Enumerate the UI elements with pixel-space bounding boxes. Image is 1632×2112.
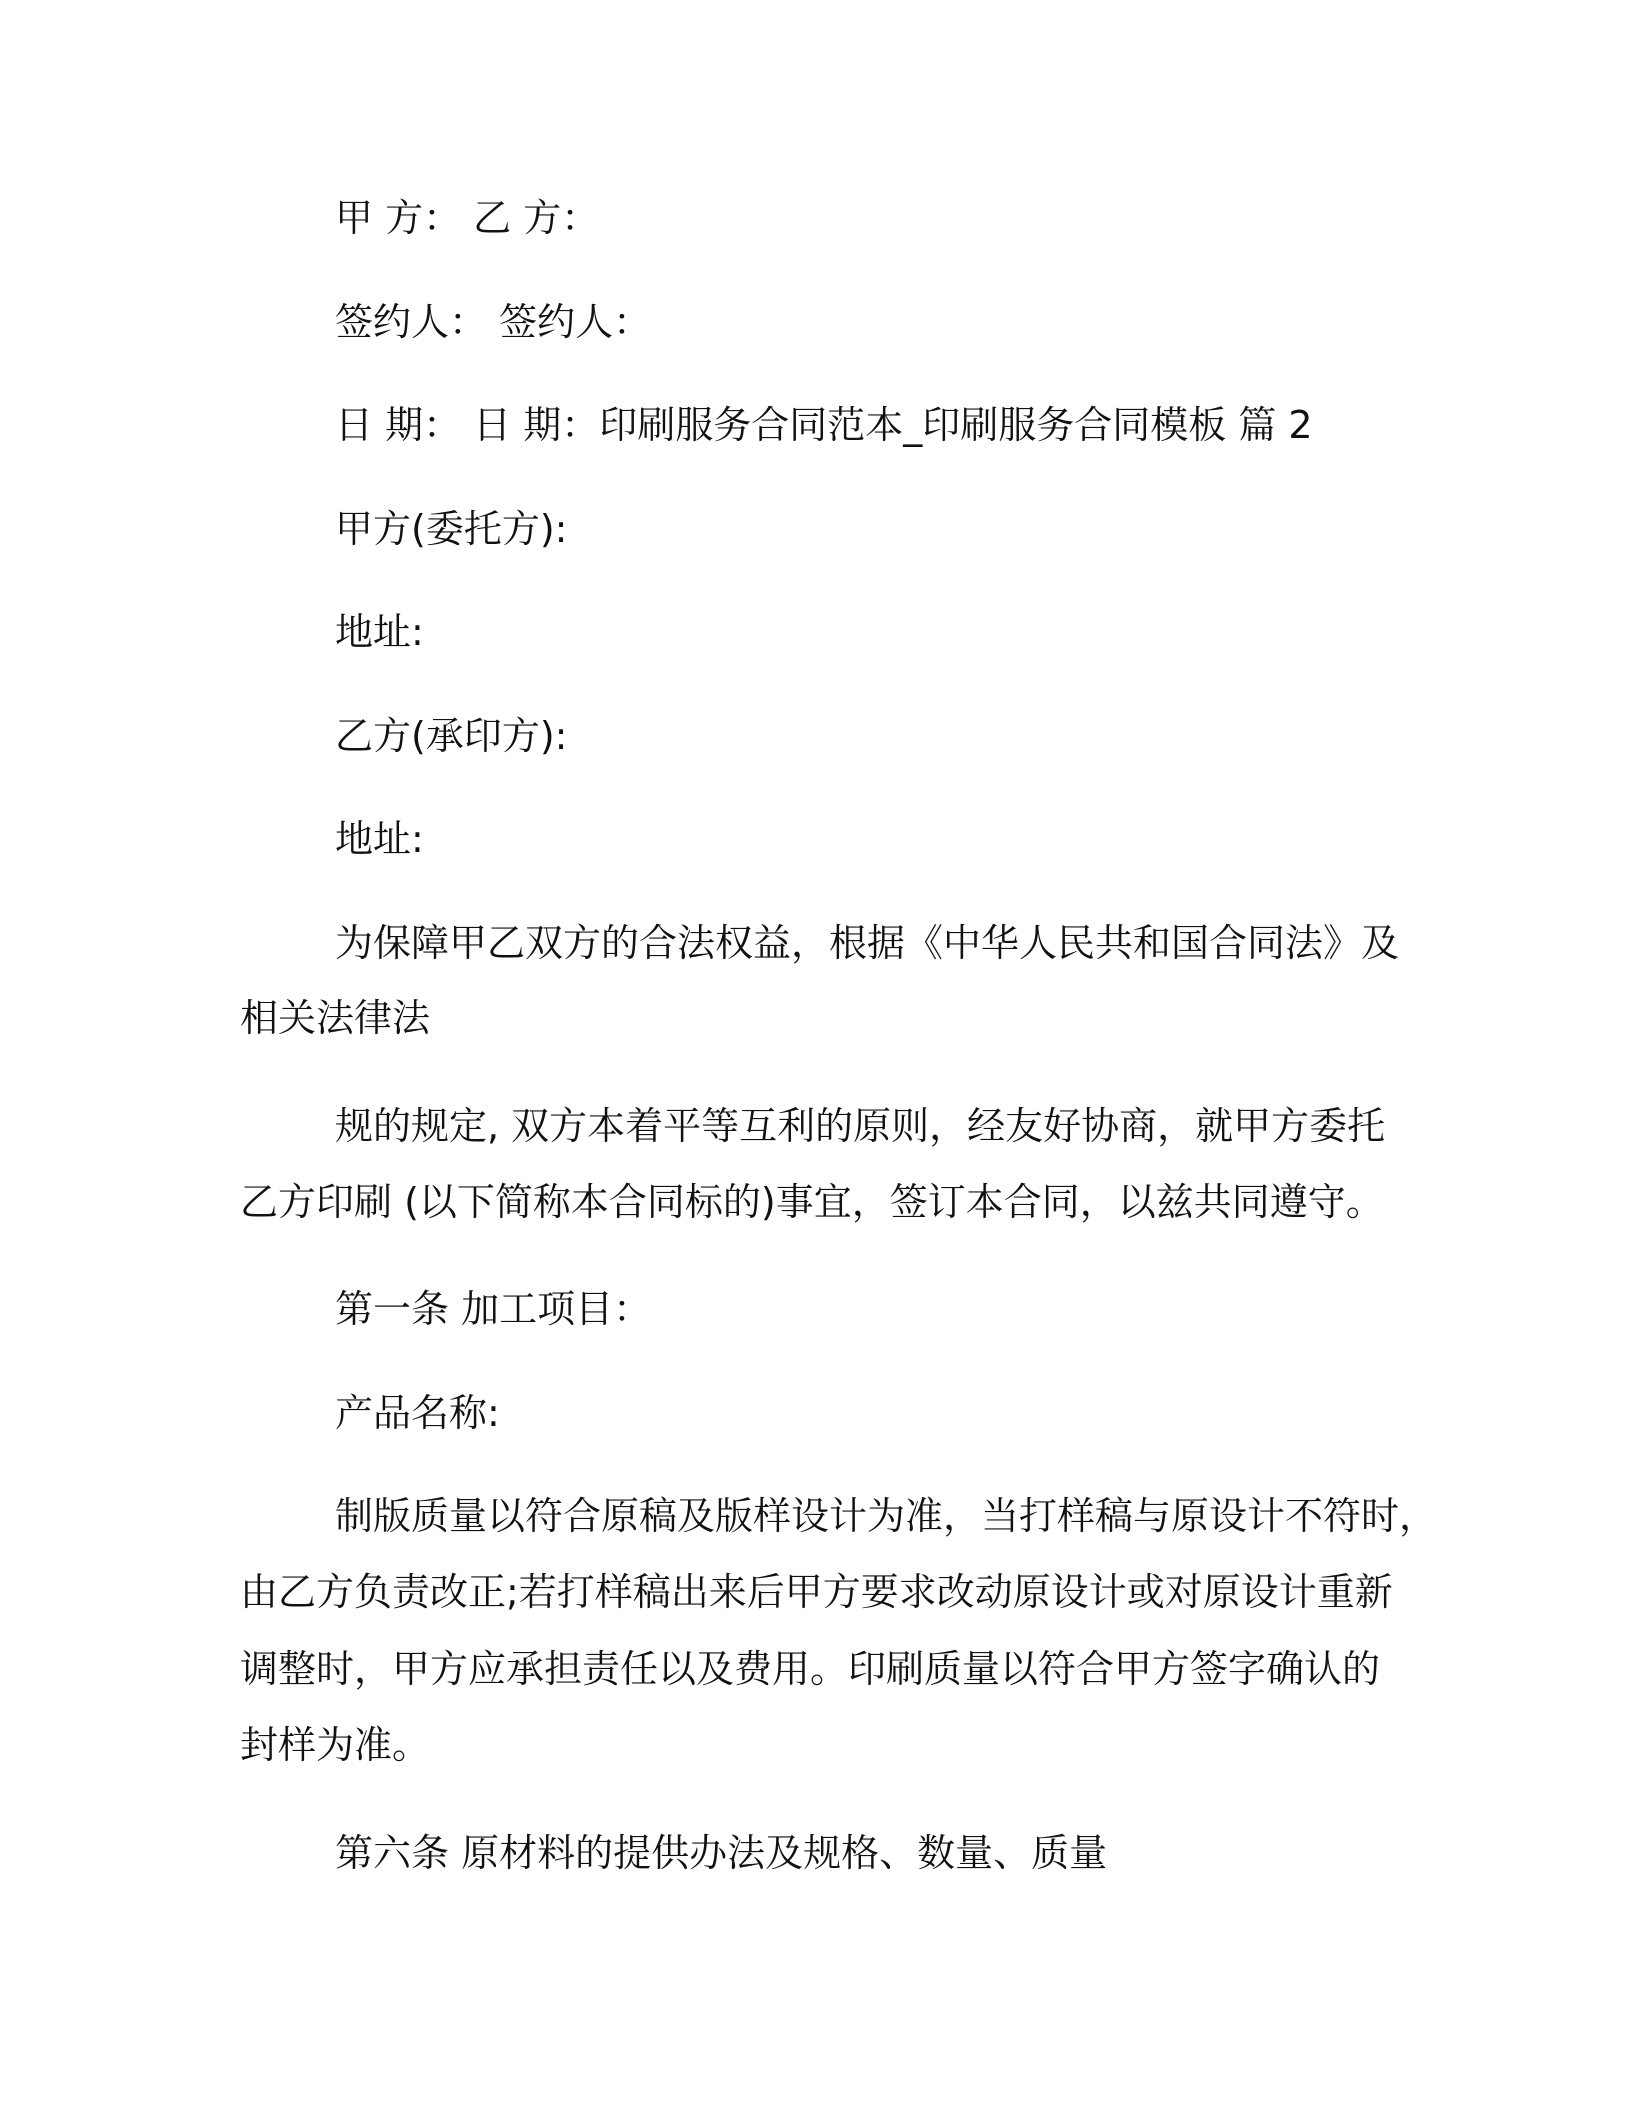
- quality-paragraph-line-4: 封样为准。: [240, 1723, 431, 1767]
- party-b-address-label: 地址:: [335, 817, 424, 861]
- article-6-heading: 第六条 原材料的提供办法及规格、数量、质量: [335, 1831, 1108, 1875]
- quality-paragraph-line-2: 由乙方负责改正;若打样稿出来后甲方要求改动原设计或对原设计重新: [240, 1570, 1393, 1614]
- date-title-line: 日 期： 日 期：印刷服务合同范本_印刷服务合同模板 篇 2: [335, 403, 1313, 447]
- party-a-label: 甲方(委托方):: [335, 507, 568, 551]
- preamble-line-3: 规的规定, 双方本着平等互利的原则，经友好协商，就甲方委托: [335, 1104, 1386, 1148]
- signatory-line: 签约人： 签约人：: [335, 300, 652, 344]
- article-1-heading: 第一条 加工项目：: [335, 1287, 652, 1331]
- party-b-label: 乙方(承印方):: [335, 714, 568, 758]
- quality-paragraph-line-3: 调整时，甲方应承担责任以及费用。印刷质量以符合甲方签字确认的: [240, 1647, 1381, 1691]
- preamble-line-2: 相关法律法: [240, 996, 431, 1040]
- product-name-label: 产品名称:: [335, 1391, 500, 1435]
- parties-line: 甲 方： 乙 方：: [335, 196, 600, 240]
- party-a-address-label: 地址:: [335, 610, 424, 654]
- preamble-line-4: 乙方印刷 (以下简称本合同标的)事宜，签订本合同，以兹共同遵守。: [240, 1180, 1384, 1224]
- preamble-line-1: 为保障甲乙双方的合法权益，根据《中华人民共和国合同法》及: [335, 921, 1400, 965]
- quality-paragraph-line-1: 制版质量以符合原稿及版样设计为准，当打样稿与原设计不符时，: [335, 1494, 1438, 1538]
